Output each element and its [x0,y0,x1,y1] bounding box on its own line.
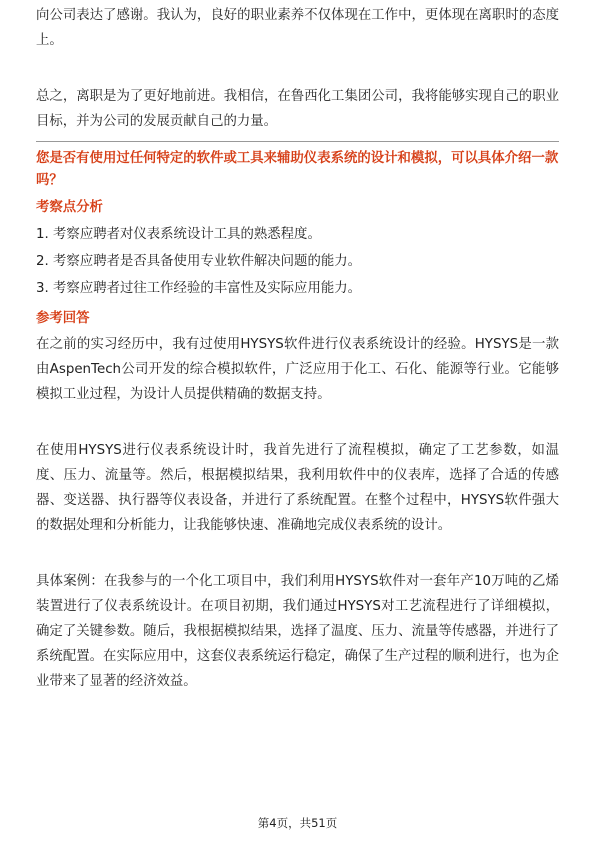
page-number: 第4页，共51页 [257,816,338,830]
page-content [36,0,559,694]
analysis-point: 1. 考察应聘者对仪表系统设计工具的熟悉程度。 [36,227,321,242]
conclusion-paragraph: 总之，离职是为了更好地前进。我相信，在鲁西化工集团公司，我将能够实现自己的职业目标，并为公司的发展贡献自己的力量。 [36,89,559,129]
answer-paragraph: 在使用HYSYS进行仪表系统设计时，我首先进行了流程模拟，确定了工艺参数，如温度、压力、流量等。然后，根据模拟结果，我利用软件中的仪表库，选择了合适的传感器、变送器、执行器等仪表设备，并进行了系统配置。在整个过程中，HYSYS软件强大的数据处理和分析能力，让我能够快速、准确地完成仪表系统的设计。 [36,443,559,533]
analysis-point: 2. 考察应聘者是否具备使用专业软件解决问题的能力。 [36,254,362,269]
answer-paragraph: 具体案例：在我参与的一个化工项目中，我们利用HYSYS软件对一套年产10万吨的乙烯装置进行了仪表系统设计。在项目初期，我们通过HYSYS对工艺流程进行了详细模拟，确定了关键参数。随后，我根据模拟结果，选择了温度、压力、流量等传感器，并进行了系统配置。在实际应用中，这套仪表系统运行稳定，确保了生产过程的顺利进行，也为企业带来了显著的经济效益。 [36,574,559,689]
answer-paragraph: 在之前的实习经历中，我有过使用HYSYS软件进行仪表系统设计的经验。HYSYS是一款由AspenTech公司开发的综合模拟软件，广泛应用于化工、石化、能源等行业。它能够模拟工业过程，为设计人员提供精确的数据支持。 [36,337,559,402]
analysis-point: 3. 考察应聘者过往工作经验的丰富性及实际应用能力。 [36,281,362,296]
analysis-heading: 考察点分析 [36,200,103,215]
answer-heading: 参考回答 [36,311,90,326]
intro-paragraph-end: 向公司表达了感谢。我认为，良好的职业素养不仅体现在工作中，更体现在离职时的态度上。 [36,8,559,48]
interview-question: 您是否有使用过任何特定的软件或工具来辅助仪表系统的设计和模拟，可以具体介绍一款吗？ [36,151,559,188]
section-divider [36,141,559,142]
